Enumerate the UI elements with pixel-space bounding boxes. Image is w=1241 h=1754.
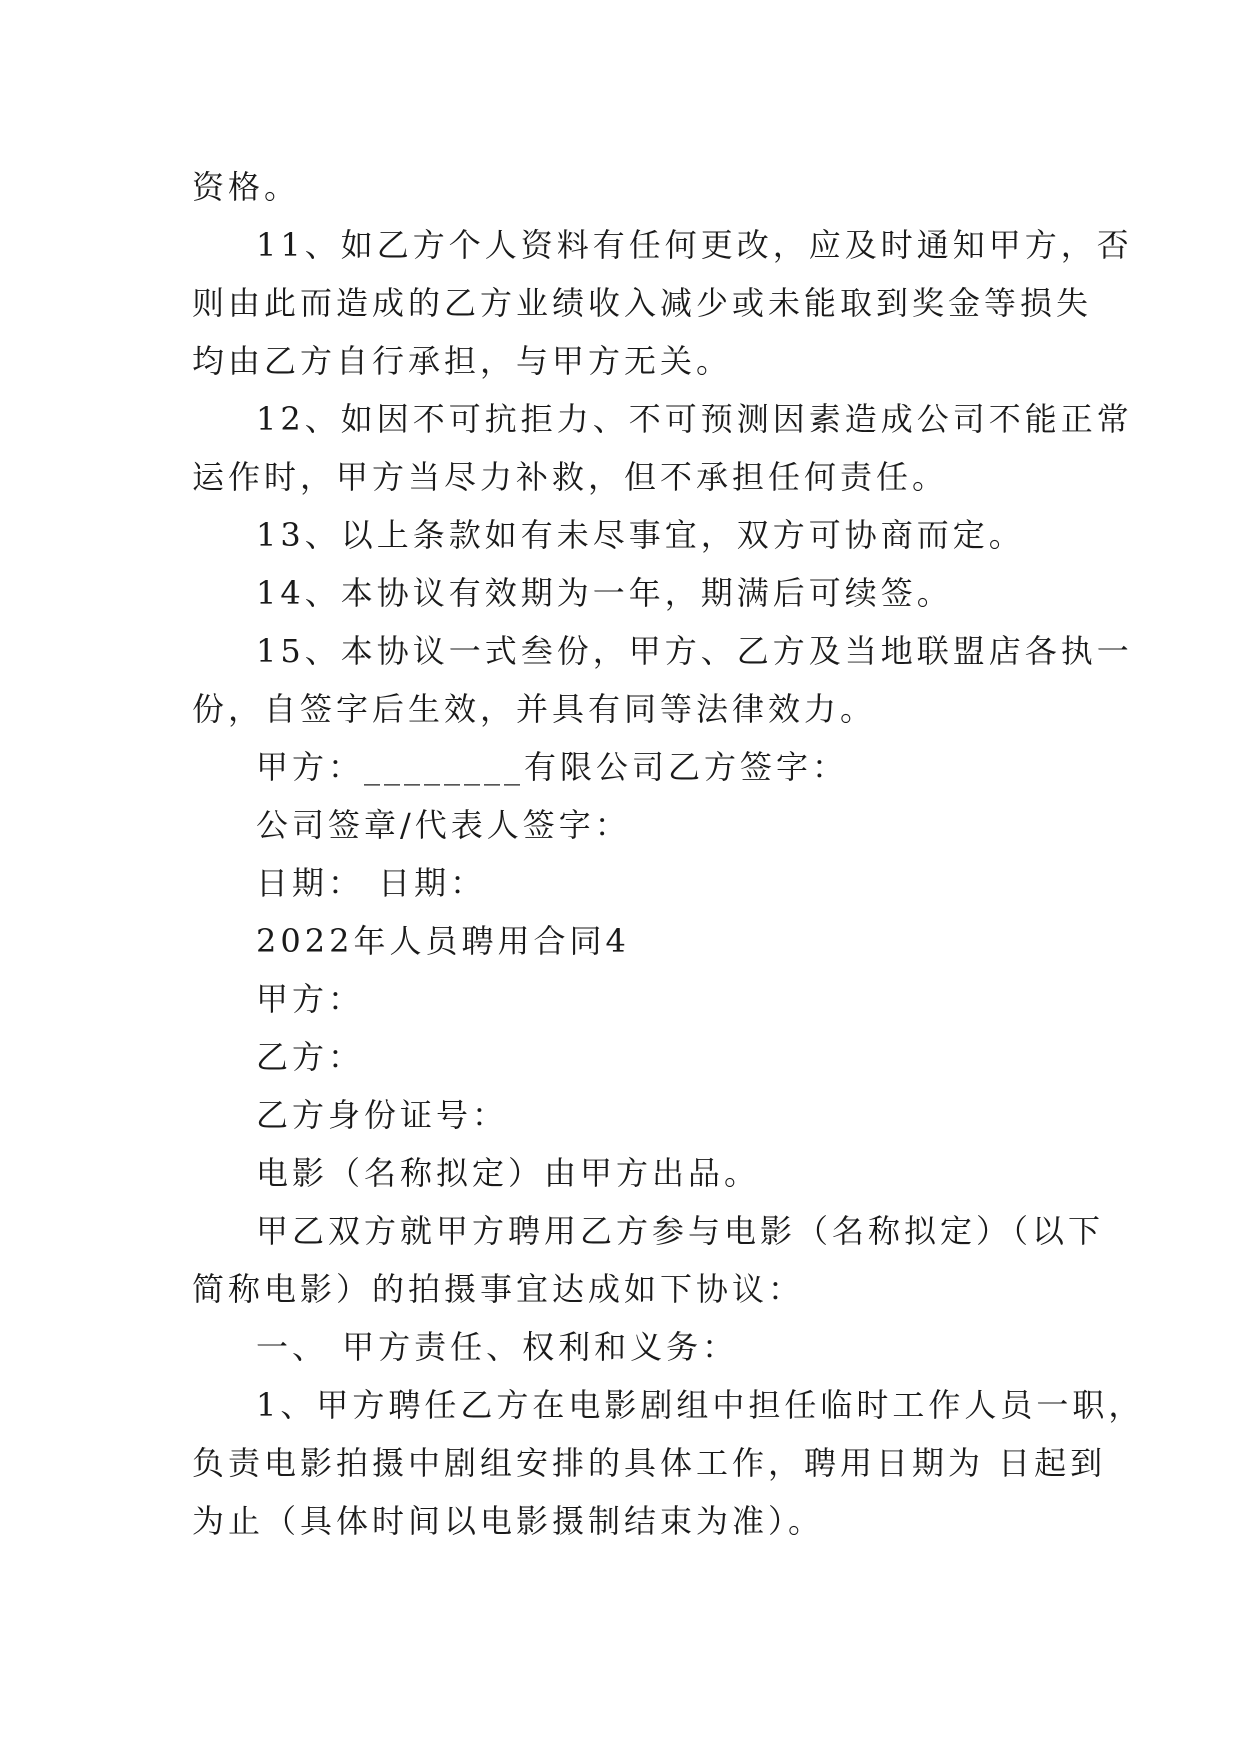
document-line: 则由此而造成的乙方业绩收入减少或未能取到奖金等损失 [192, 284, 1093, 322]
document-line: 公司签章/代表人签字： [256, 806, 631, 844]
document-line: 份，自签字后生效，并具有同等法律效力。 [192, 690, 877, 728]
document-body [192, 158, 1145, 1550]
document-line: 11、如乙方个人资料有任何更改，应及时通知甲方，否 [256, 226, 1133, 264]
document-line: 14、本协议有效期为一年，期满后可续签。 [256, 574, 953, 612]
document-line: 电影（名称拟定）由甲方出品。 [256, 1154, 761, 1192]
document-line: 13、以上条款如有未尽事宜，双方可协商而定。 [256, 516, 1025, 554]
document-line: 1、甲方聘任乙方在电影剧组中担任临时工作人员一职， [256, 1386, 1145, 1424]
document-line: 均由乙方自行承担，与甲方无关。 [192, 342, 733, 380]
document-line: 负责电影拍摄中剧组安排的具体工作，聘用日期为 日起到 [192, 1444, 1107, 1482]
document-line: 甲乙双方就甲方聘用乙方参与电影（名称拟定）（以下 [256, 1212, 1105, 1250]
document-line: 2022年人员聘用合同4 [256, 922, 630, 960]
document-line: 乙方： [256, 1038, 365, 1076]
document-line: 为止（具体时间以电影摄制结束为准）。 [192, 1502, 825, 1540]
document-line: 日期： 日期： [256, 864, 487, 902]
document-line: 乙方身份证号： [256, 1096, 509, 1134]
document-line: 运作时，甲方当尽力补救，但不承担任何责任。 [192, 458, 949, 496]
document-line: 一、 甲方责任、权利和义务： [256, 1328, 739, 1366]
document-line: 12、如因不可抗拒力、不可预测因素造成公司不能正常 [256, 400, 1133, 438]
document-line: 15、本协议一式叁份，甲方、乙方及当地联盟店各执一 [256, 632, 1133, 670]
document-line: 甲方： [256, 980, 365, 1018]
document-line: 简称电影）的拍摄事宜达成如下协议： [192, 1270, 805, 1308]
document-line: 资格。 [192, 168, 301, 206]
document-line: 甲方：________有限公司乙方签字： [256, 748, 849, 786]
